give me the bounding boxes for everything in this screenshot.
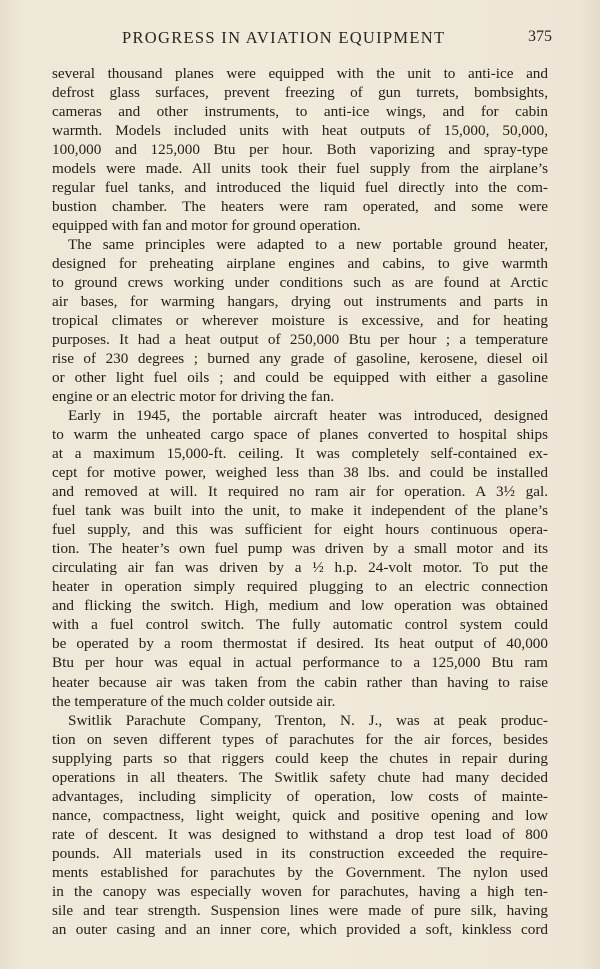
text-line: fuel tank was built into the unit, to make it independent of the plane’s (52, 502, 548, 520)
text-line: in the canopy was especially woven for parachutes, having a high ten- (52, 882, 548, 900)
text-line: engine or an electric motor for driving the fan. (52, 388, 335, 406)
text-line: heater in operation simply required plugging to an electric connection (52, 578, 548, 596)
text-line: ments established for parachutes by the Government. The nylon used (52, 863, 548, 881)
text-line: rate of descent. It was designed to withstand a drop test load of 800 (52, 825, 548, 843)
text-line: purposes. It had a heat output of 250,000 Btu per hour ; a temperature (52, 331, 548, 349)
text-line: warmth. Models included units with heat outputs of 15,000, 50,000, (52, 122, 548, 140)
paragraph-first-line: The same principles were adapted to a new portable ground heater, (68, 236, 548, 254)
text-line: heater because air was taken from the cabin rather than having to raise (52, 673, 548, 691)
page-number: 375 (528, 28, 552, 45)
text-line: several thousand planes were equipped with the unit to anti-ice and (52, 65, 548, 82)
text-line: to ground crews working under conditions such as are found at Arctic (52, 274, 548, 292)
body-text (52, 64, 548, 939)
text-line: circulating air fan was driven by a ½ h.p. 24-volt motor. To put the (52, 559, 548, 577)
text-line: sile and tear strength. Suspension lines were made of pure silk, having (52, 901, 548, 919)
text-line: air bases, for warming hangars, drying out instruments and parts in (52, 293, 548, 311)
text-line: 100,000 and 125,000 Btu per hour. Both vaporizing and spray-type (52, 141, 548, 159)
text-line: supplying parts so that riggers could keep the chutes in repair during (52, 749, 548, 767)
text-line: pounds. All materials used in its construction exceeded the require- (52, 844, 548, 862)
text-line: cept for motive power, weighed less than 38 lbs. and could be installed (52, 464, 548, 482)
text-line: rise of 230 degrees ; burned any grade of gasoline, kerosene, diesel oil (52, 350, 548, 368)
paragraph-first-line: Switlik Parachute Company, Trenton, N. J., was at peak produc- (68, 711, 548, 729)
text-line: tion on seven different types of parachutes for the air forces, besides (52, 730, 548, 748)
text-line: nance, compactness, light weight, quick and positive opening and low (52, 806, 548, 824)
text-line: tropical climates or wherever moisture is excessive, and for heating (52, 312, 548, 330)
text-line: and removed at will. It required no ram air for operation. A 3½ gal. (52, 483, 548, 501)
running-head: PROGRESS IN AVIATION EQUIPMENT (122, 28, 446, 47)
paragraph-first-line: Early in 1945, the portable aircraft heater was introduced, designed (68, 407, 548, 425)
text-line: the temperature of the much colder outside air. (52, 692, 336, 710)
text-line: operations in all theaters. The Switlik safety chute had many decided (52, 768, 548, 786)
text-line: fuel supply, and this was sufficient for eight hours continuous opera- (52, 521, 548, 539)
text-line: with a fuel control switch. The fully automatic control system could (52, 616, 548, 634)
text-line: defrost glass surfaces, prevent freezing of gun turrets, bombsights, (52, 84, 548, 102)
text-line: Btu per hour was equal in actual performance to a 125,000 Btu ram (52, 654, 548, 672)
text-line: to warm the unheated cargo space of planes converted to hospital ships (52, 426, 548, 444)
text-line: regular fuel tanks, and introduced the liquid fuel directly into the com- (52, 179, 548, 197)
text-line: designed for preheating airplane engines and cabins, to give warmth (52, 255, 548, 273)
text-line: advantages, including simplicity of operation, low costs of mainte- (52, 787, 548, 805)
text-line: bustion chamber. The heaters were ram operated, and some were (52, 198, 548, 216)
text-line: at a maximum 15,000-ft. ceiling. It was completely self-contained ex- (52, 445, 548, 463)
text-line: an outer casing and an inner core, which provided a soft, kinkless cord (52, 920, 548, 938)
text-line: and flicking the switch. High, medium and low operation was obtained (52, 597, 548, 615)
text-line: models were made. All units took their fuel supply from the airplane’s (52, 160, 548, 178)
text-line: be operated by a room thermostat if desired. Its heat output of 40,000 (52, 635, 548, 653)
text-line: equipped with fan and motor for ground operation. (52, 217, 361, 235)
text-line: cameras and other instruments, to anti-ice wings, and for cabin (52, 103, 548, 121)
page-header (52, 28, 552, 52)
text-line: or other light fuel oils ; and could be equipped with either a gasoline (52, 369, 548, 387)
text-line: tion. The heater’s own fuel pump was driven by a small motor and its (52, 540, 548, 558)
